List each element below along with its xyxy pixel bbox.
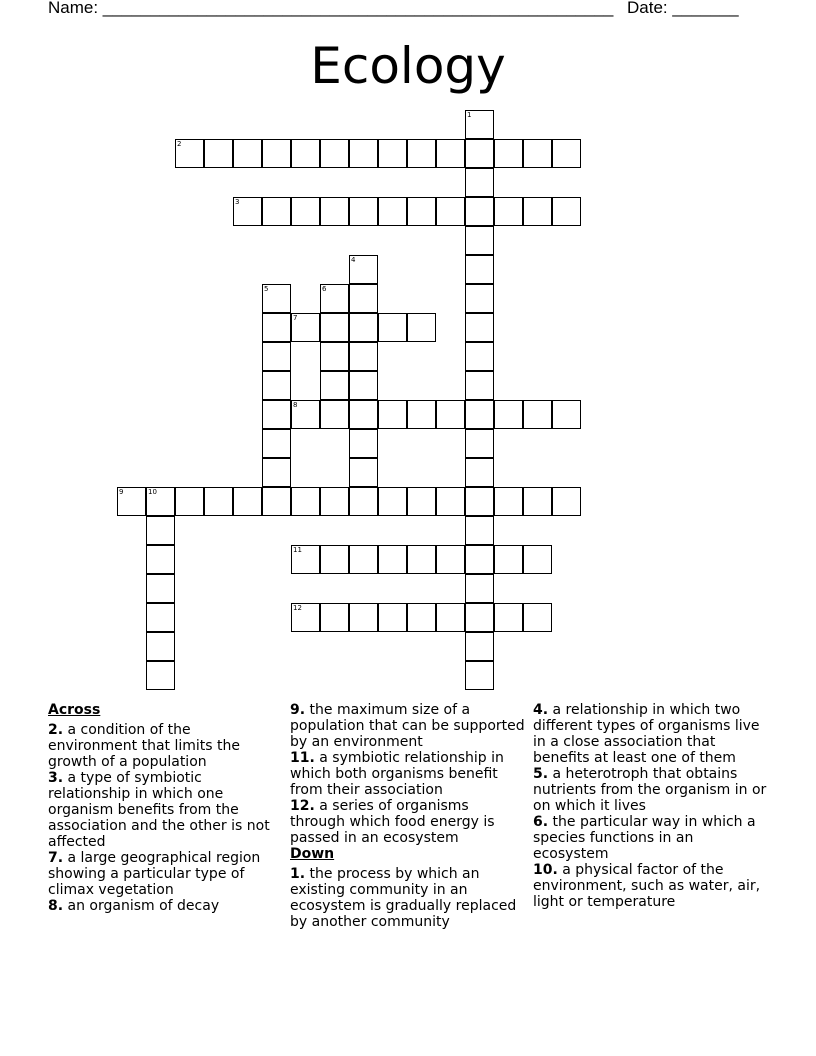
grid-cell[interactable] [378,400,407,429]
grid-cell[interactable] [465,516,494,545]
clue-number-label: 12 [293,604,302,612]
grid-cell[interactable] [349,255,378,284]
grid-cell[interactable] [407,603,436,632]
grid-cell[interactable] [494,603,523,632]
grid-cell[interactable] [349,342,378,371]
grid-cell[interactable] [465,197,494,226]
grid-cell[interactable] [465,284,494,313]
grid-cell[interactable] [436,487,465,516]
clue-column-2 [290,702,525,930]
grid-cell[interactable] [291,545,320,574]
grid-cell[interactable] [291,139,320,168]
grid-cell[interactable] [465,458,494,487]
clue-across-9: 9. the maximum size of a population that can be supported by an environment [290,702,525,750]
grid-cell[interactable] [465,400,494,429]
grid-cell[interactable] [320,284,349,313]
grid-cell[interactable] [378,139,407,168]
grid-cell[interactable] [204,139,233,168]
grid-cell[interactable] [465,168,494,197]
grid-cell[interactable] [494,487,523,516]
grid-cell[interactable] [262,429,291,458]
grid-cell[interactable] [465,574,494,603]
grid-cell[interactable] [407,197,436,226]
grid-cell[interactable] [291,313,320,342]
grid-cell[interactable] [320,400,349,429]
grid-cell[interactable] [349,458,378,487]
clue-number-label: 8 [293,401,298,409]
grid-cell[interactable] [465,603,494,632]
clue-across-2: 2. a condition of the environment that limits the growth of a population [48,722,241,770]
grid-cell[interactable] [349,284,378,313]
down-heading: Down [290,846,335,862]
grid-cell[interactable] [378,197,407,226]
grid-cell[interactable] [146,632,175,661]
grid-cell[interactable] [523,400,552,429]
grid-cell[interactable] [262,284,291,313]
clue-column-1 [48,702,283,914]
grid-cell[interactable] [146,661,175,690]
grid-cell[interactable] [465,139,494,168]
grid-cell[interactable] [146,545,175,574]
grid-cell[interactable] [407,313,436,342]
grid-cell[interactable] [262,197,291,226]
grid-cell[interactable] [378,313,407,342]
clue-number-label: 4 [351,256,356,264]
grid-cell[interactable] [523,487,552,516]
clue-down-5: 5. a heterotroph that obtains nutrients from the organism in or on which it lives [533,766,767,814]
grid-cell[interactable] [262,371,291,400]
grid-cell[interactable] [378,487,407,516]
clue-number-label: 6 [322,285,327,293]
grid-cell[interactable] [378,603,407,632]
clue-column-3 [533,702,768,910]
grid-cell[interactable] [320,603,349,632]
grid-cell[interactable] [349,603,378,632]
grid-cell[interactable] [552,139,581,168]
grid-cell[interactable] [407,545,436,574]
clue-number-label: 1 [467,111,472,119]
clue-across-12: 12. a series of organisms through which food energy is passed in an ecosystem [290,798,495,846]
grid-cell[interactable] [117,487,146,516]
grid-cell[interactable] [349,371,378,400]
grid-cell[interactable] [407,400,436,429]
grid-cell[interactable] [436,400,465,429]
grid-cell[interactable] [320,545,349,574]
grid-cell[interactable] [291,603,320,632]
grid-cell[interactable] [349,487,378,516]
clue-number-label: 3 [235,198,240,206]
grid-cell[interactable] [494,139,523,168]
grid-cell[interactable] [262,313,291,342]
across-heading: Across [48,702,101,718]
grid-cell[interactable] [262,458,291,487]
grid-cell[interactable] [407,487,436,516]
grid-cell[interactable] [436,603,465,632]
clue-number-label: 5 [264,285,269,293]
grid-cell[interactable] [436,139,465,168]
grid-cell[interactable] [262,139,291,168]
grid-cell[interactable] [349,197,378,226]
clue-number-label: 2 [177,140,182,148]
grid-cell[interactable] [204,487,233,516]
grid-cell[interactable] [465,371,494,400]
clue-across-7: 7. a large geographical region showing a particular type of climax vegetation [48,850,261,898]
grid-cell[interactable] [146,574,175,603]
clue-number-label: 11 [293,546,302,554]
grid-cell[interactable] [291,400,320,429]
date-field-label: Date: _______ [627,0,739,17]
name-field-label: Name: ______________________________________________________ [48,0,614,17]
grid-cell[interactable] [291,487,320,516]
grid-cell[interactable] [378,545,407,574]
clue-across-3: 3. a type of symbiotic relationship in which one organism benefits from the association and the other is not affected [48,770,270,850]
clue-down-4: 4. a relationship in which two different types of organisms live in a close association that benefits at least one of them [533,702,760,766]
grid-cell[interactable] [407,139,436,168]
grid-cell[interactable] [552,197,581,226]
clue-number-label: 9 [119,488,124,496]
grid-cell[interactable] [465,255,494,284]
grid-cell[interactable] [146,603,175,632]
page-title: Ecology [310,37,506,95]
grid-cell[interactable] [523,603,552,632]
grid-cell[interactable] [465,226,494,255]
grid-cell[interactable] [175,487,204,516]
grid-cell[interactable] [320,371,349,400]
grid-cell[interactable] [465,487,494,516]
grid-cell[interactable] [146,487,175,516]
grid-cell[interactable] [494,400,523,429]
clue-number-label: 7 [293,314,298,322]
grid-cell[interactable] [465,342,494,371]
clue-down-1: 1. the process by which an existing community in an ecosystem is gradually replaced by another community [290,866,517,930]
grid-cell[interactable] [146,516,175,545]
grid-cell[interactable] [436,197,465,226]
grid-cell[interactable] [233,197,262,226]
grid-cell[interactable] [262,487,291,516]
clue-list [0,700,816,1030]
grid-cell[interactable] [233,139,262,168]
grid-cell[interactable] [523,197,552,226]
grid-cell[interactable] [465,110,494,139]
grid-cell[interactable] [320,487,349,516]
grid-cell[interactable] [494,545,523,574]
clue-down-6: 6. the particular way in which a species functions in an ecosystem [533,814,756,862]
grid-cell[interactable] [436,545,465,574]
grid-cell[interactable] [552,487,581,516]
grid-cell[interactable] [349,139,378,168]
grid-cell[interactable] [320,139,349,168]
grid-cell[interactable] [523,545,552,574]
clue-across-11: 11. a symbiotic relationship in which both organisms benefit from their association [290,750,504,798]
grid-cell[interactable] [494,197,523,226]
grid-cell[interactable] [465,661,494,690]
grid-cell[interactable] [465,313,494,342]
grid-cell[interactable] [291,197,320,226]
grid-cell[interactable] [465,545,494,574]
grid-cell[interactable] [320,342,349,371]
grid-cell[interactable] [465,632,494,661]
grid-cell[interactable] [349,400,378,429]
grid-cell[interactable] [320,313,349,342]
clue-across-8: 8. an organism of decay [48,898,220,914]
grid-cell[interactable] [349,429,378,458]
grid-cell[interactable] [552,400,581,429]
grid-cell[interactable] [349,313,378,342]
clue-number-label: 10 [148,488,157,496]
clue-down-10: 10. a physical factor of the environment, such as water, air, light or temperature [533,862,761,910]
grid-cell[interactable] [320,197,349,226]
grid-cell[interactable] [349,545,378,574]
grid-cell[interactable] [262,400,291,429]
grid-cell[interactable] [465,429,494,458]
grid-cell[interactable] [262,342,291,371]
grid-cell[interactable] [523,139,552,168]
grid-cell[interactable] [233,487,262,516]
grid-cell[interactable] [175,139,204,168]
